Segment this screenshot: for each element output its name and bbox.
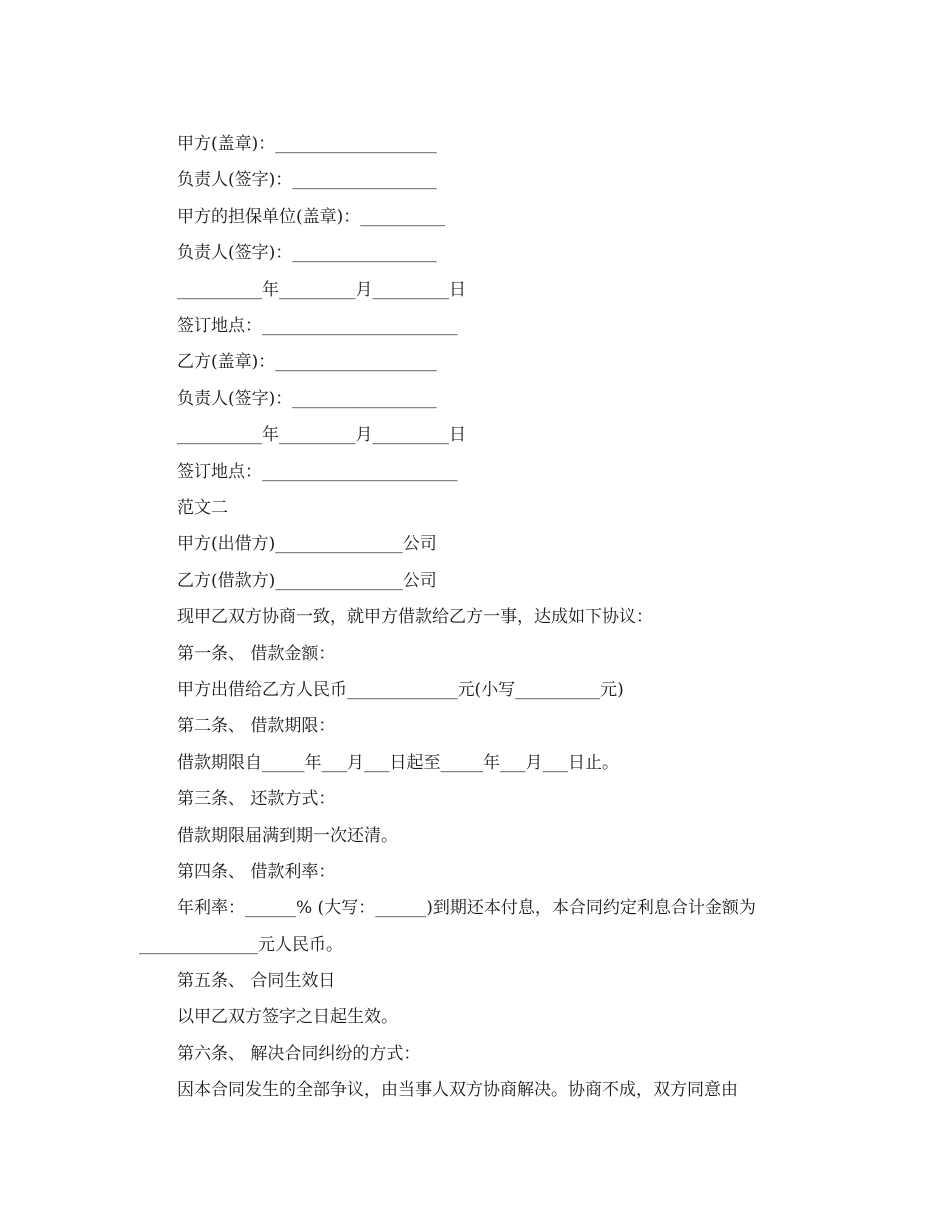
party-a-signing-place-line: 签订地点：_______________________ <box>177 316 458 336</box>
party-b-signing-place-line: 签订地点：_______________________ <box>177 462 458 482</box>
repayment-method-line: 借款期限届满到期一次还清。 <box>177 826 398 846</box>
effective-date-line: 以甲乙双方签字之日起生效。 <box>177 1007 398 1027</box>
party-b-date-line: __________年_________月_________日 <box>177 425 466 445</box>
article-one-heading: 第一条、 借款金额： <box>177 644 336 664</box>
party-a-responsible-signature-line: 负责人(签字)：_________________ <box>177 170 437 190</box>
loan-term-line: 借款期限自_____年___月___日起至_____年___月___日止。 <box>177 753 619 773</box>
agreement-intro-line: 现甲乙双方协商一致，就甲方借款给乙方一事，达成如下协议： <box>177 607 653 627</box>
party-b-seal-line: 乙方(盖章)：___________________ <box>177 352 437 372</box>
article-two-heading: 第二条、 借款期限： <box>177 716 336 736</box>
party-a-guarantor-seal-line: 甲方的担保单位(盖章)：__________ <box>177 207 446 227</box>
loan-amount-line: 甲方出借给乙方人民币_____________元(小写__________元) <box>177 680 624 700</box>
article-four-heading: 第四条、 借款利率： <box>177 862 336 882</box>
interest-rate-line: 年利率：______% (大写：______)到期还本付息，本合同约定利息合计金额为 <box>177 898 756 918</box>
party-a-date-line: __________年_________月_________日 <box>177 280 466 300</box>
interest-total-line: ______________元人民币。 <box>139 935 343 955</box>
article-six-heading: 第六条、 解决合同纠纷的方式： <box>177 1044 421 1064</box>
article-five-heading: 第五条、 合同生效日 <box>177 971 336 991</box>
borrower-line: 乙方(借款方)_______________公司 <box>177 571 437 591</box>
guarantor-responsible-signature-line: 负责人(签字)：_________________ <box>177 243 437 263</box>
lender-line: 甲方(出借方)_______________公司 <box>177 534 437 554</box>
sample-two-heading: 范文二 <box>177 498 228 518</box>
dispute-resolution-line: 因本合同发生的全部争议，由当事人双方协商解决。协商不成，双方同意由 <box>177 1080 738 1100</box>
party-b-responsible-signature-line: 负责人(签字)：_________________ <box>177 389 437 409</box>
article-three-heading: 第三条、 还款方式： <box>177 789 336 809</box>
party-a-seal-line: 甲方(盖章)：___________________ <box>177 134 437 154</box>
